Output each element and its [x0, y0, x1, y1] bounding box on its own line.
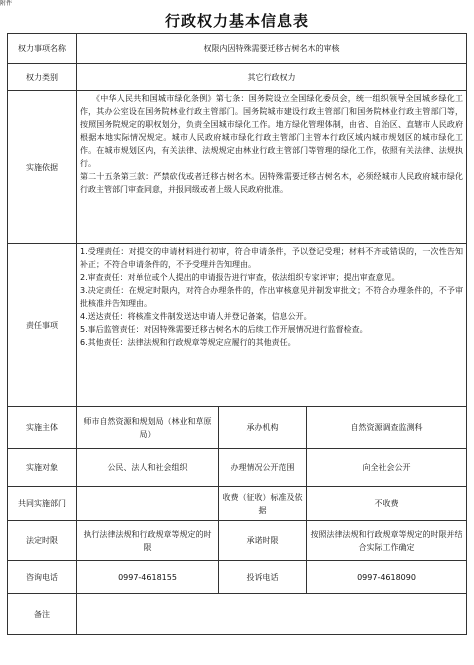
basis-text	[80, 92, 463, 242]
page-title: 行政权力基本信息表	[164, 12, 309, 30]
responsibility-item-2: 2.审查责任：对单位或个人提出的申请报告进行审查，依法组织专家评审；提出审查意见。	[80, 273, 400, 282]
row-target	[8, 449, 467, 487]
responsibility-item-3: 3.决定责任：在规定时限内，对符合办理条件的，作出审核意见并制发审批文；不符合办理条件的，不予审批核准并告知理由。	[80, 286, 464, 308]
complaint-label: 投诉电话	[219, 561, 307, 594]
legal-time-label: 法定时限	[8, 521, 77, 561]
row-responsibility	[8, 244, 467, 407]
org-label: 承办机构	[219, 407, 307, 449]
row-legal-time	[8, 521, 467, 561]
responsibility-value	[77, 244, 467, 407]
row-subject	[8, 407, 467, 449]
remark-value	[77, 594, 467, 635]
row-power-name	[8, 34, 467, 64]
legal-time-value: 执行法律法规和行政规章等规定的时限	[77, 521, 219, 561]
fee-label: 收费（征收）标准及依据	[219, 487, 307, 521]
basis-paragraph-2: 第二十五条第三款：严禁砍伐或者迁移古树名木。因特殊需要迁移古树名木，必须经城市人民政府城市绿化行政主管部门审查同意，并报同级或者上级人民政府批准。	[80, 172, 464, 194]
phone-value: 0997-4618155	[77, 561, 219, 594]
basis-value	[77, 91, 467, 244]
joint-value	[77, 487, 219, 521]
target-value: 公民、法人和社会组织	[77, 449, 219, 487]
joint-label: 共同实施部门	[8, 487, 77, 521]
responsibility-item-1: 1.受理责任：对提交的申请材料进行初审，符合申请条件，予以登记受理；材料不齐或错误的，一次性告知补正；不符合申请条件的，不予受理并告知理由。	[80, 247, 464, 269]
subject-label: 实施主体	[8, 407, 77, 449]
target-label: 实施对象	[8, 449, 77, 487]
remark-label: 备注	[8, 594, 77, 635]
row-joint	[8, 487, 467, 521]
responsibility-item-6: 6.其他责任：法律法规和行政规章等规定应履行的其他责任。	[80, 338, 296, 347]
row-power-type	[8, 64, 467, 91]
power-name-value: 权限内因特殊需要迁移古树名木的审核	[77, 34, 467, 64]
info-table	[7, 33, 467, 635]
complaint-value: 0997-4618090	[307, 561, 467, 594]
disclosure-value: 向全社会公开	[307, 449, 467, 487]
promise-label: 承诺时限	[219, 521, 307, 561]
responsibility-item-5: 5.事后监管责任：对因特殊需要迁移古树名木的后续工作开展情况进行监督检查。	[80, 325, 368, 334]
fee-value: 不收费	[307, 487, 467, 521]
row-phone	[8, 561, 467, 594]
power-type-label: 权力类别	[8, 64, 77, 91]
row-basis	[8, 91, 467, 244]
subject-value: 师市自然资源和规划局（林业和草原局）	[77, 407, 219, 449]
responsibility-item-4: 4.送达责任：将核准文件制发送达申请人并登记备案，信息公开。	[80, 312, 312, 321]
responsibility-label: 责任事项	[8, 244, 77, 407]
phone-label: 咨询电话	[8, 561, 77, 594]
row-remark	[8, 594, 467, 635]
promise-value: 按照法律法规和行政规章等规定的时限并结合实际工作确定	[307, 521, 467, 561]
disclosure-label: 办理情况公开范围	[219, 449, 307, 487]
responsibility-list	[80, 245, 463, 405]
corner-tag: 附件	[0, 0, 13, 7]
power-type-value: 其它行政权力	[77, 64, 467, 91]
basis-label: 实施依据	[8, 91, 77, 244]
org-value: 自然资源调查监测科	[307, 407, 467, 449]
power-name-label: 权力事项名称	[8, 34, 77, 64]
basis-paragraph-1: 《中华人民共和国城市绿化条例》第七条：国务院设立全国绿化委员会，统一组织领导全国城乡绿化工作，其办公室设在国务院林业行政主管部门。国务院城市建设行政主管部门和国务院林业行政主管部门等，按照国务院规定的职权划分，负责全国城市绿化工作。地方绿化管理体制，由省、自治区、直辖市人民政府根据本地实际情况规定。城市人民政府城市绿化行政主管部门主管本行政区域内城市规划区的城市绿化工作。在城市规划区内，有关法律、法规规定由林业行政主管部门等管理的绿化工作，依照有关法律、法规执行。	[80, 94, 464, 168]
